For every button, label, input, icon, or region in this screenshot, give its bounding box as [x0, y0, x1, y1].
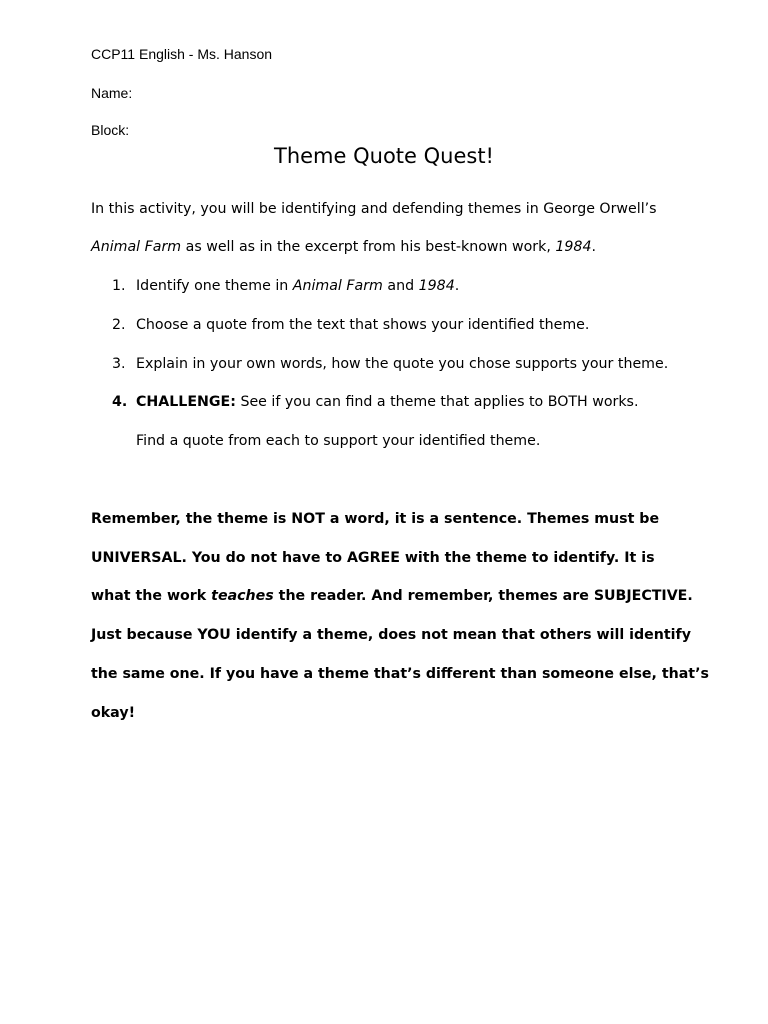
reminder-line-6: okay! — [91, 705, 136, 721]
step-4-text: See if you can find a theme that applies to BOTH works. — [235, 394, 639, 410]
name-label: Name: — [91, 85, 133, 101]
list-item — [112, 392, 638, 412]
list-item — [112, 354, 668, 374]
reminder-line-4: Just because YOU identify a theme, does not mean that others will identify — [91, 627, 691, 643]
page-title: Theme Quote Quest! — [274, 144, 494, 168]
list-number: 1. — [112, 278, 126, 294]
intro-line-1: In this activity, you will be identifying and defending themes in George Orwell’s — [91, 201, 657, 217]
step-1-title-animal-farm: Animal Farm — [292, 278, 383, 294]
challenge-label: CHALLENGE: — [136, 394, 236, 410]
list-item — [112, 276, 459, 296]
intro-line-2-end: . — [591, 239, 596, 255]
reminder-line-3 — [91, 586, 693, 606]
step-4-continuation: Find a quote from each to support your identified theme. — [136, 433, 541, 449]
reminder-line-5: the same one. If you have a theme that’s different than someone else, that’s — [91, 666, 709, 682]
step-1-title-1984: 1984 — [418, 278, 455, 294]
reminder-emphasis-teaches: teaches — [211, 588, 274, 604]
intro-title-animal-farm: Animal Farm — [91, 239, 182, 255]
course-header: CCP11 English - Ms. Hanson — [91, 46, 273, 62]
intro-line-2-middle: as well as in the excerpt from his best-known work, — [181, 239, 556, 255]
step-1-pre: Identify one theme in — [136, 278, 293, 294]
step-1-mid: and — [382, 278, 419, 294]
reminder-line-3-pre: what the work — [91, 588, 212, 604]
intro-line-2 — [91, 237, 596, 257]
intro-title-1984: 1984 — [555, 239, 592, 255]
reminder-line-2: UNIVERSAL. You do not have to AGREE with the theme to identify. It is — [91, 550, 655, 566]
list-number: 3. — [112, 356, 126, 372]
reminder-line-3-post: the reader. And remember, themes are SUBJECTIVE. — [273, 588, 693, 604]
list-item — [112, 315, 589, 335]
block-label: Block: — [91, 122, 130, 138]
step-3-text: Explain in your own words, how the quote you chose supports your theme. — [136, 356, 669, 372]
list-number: 4. — [112, 394, 128, 410]
step-2-text: Choose a quote from the text that shows your identified theme. — [136, 317, 590, 333]
list-number: 2. — [112, 317, 126, 333]
step-1-end: . — [454, 278, 460, 294]
reminder-line-1: Remember, the theme is NOT a word, it is a sentence. Themes must be — [91, 511, 660, 527]
